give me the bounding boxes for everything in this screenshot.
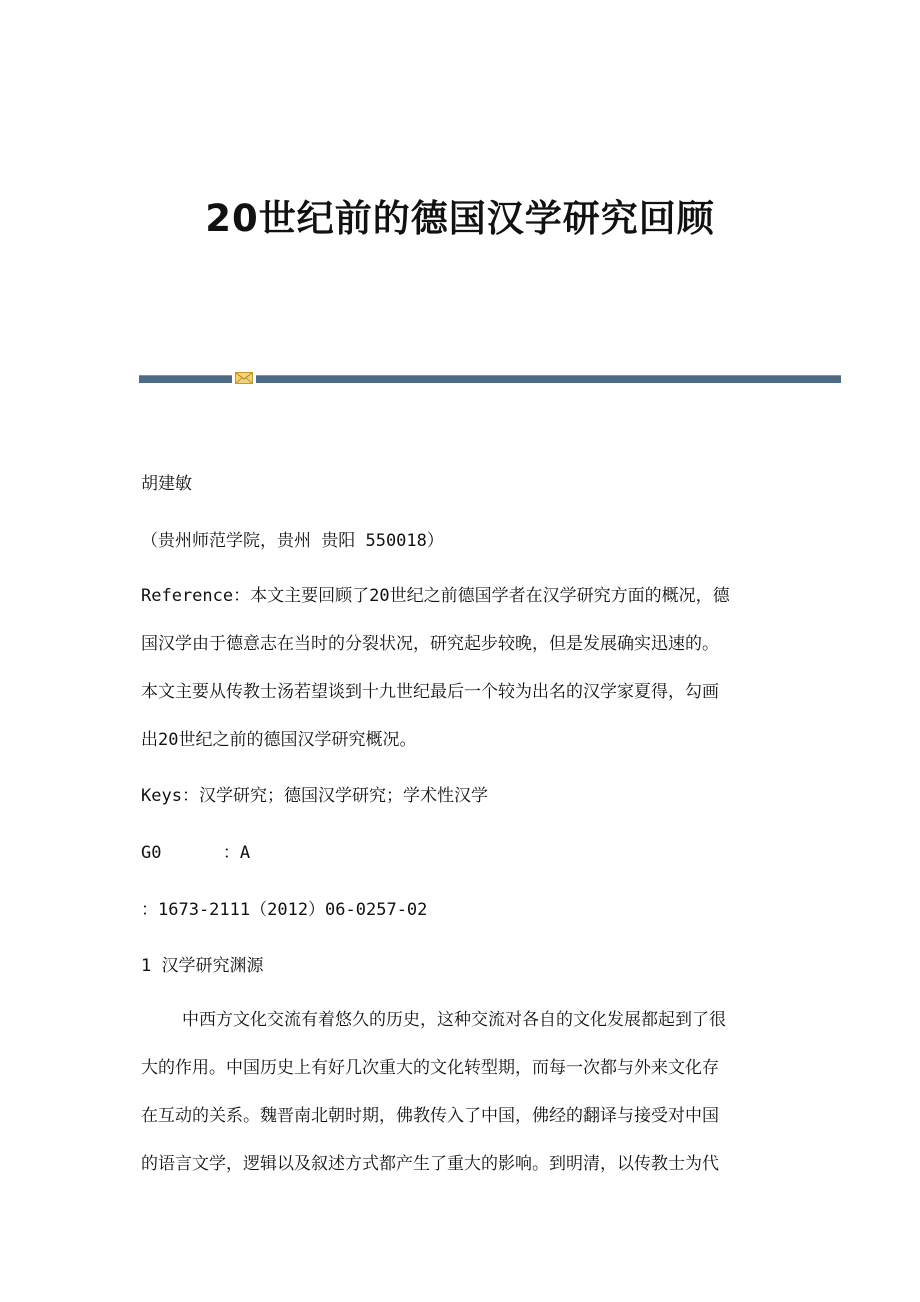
- classification-code: G0 ：A: [141, 843, 251, 863]
- abstract: [141, 584, 773, 776]
- author-affiliation: （贵州师范学院，贵州 贵阳 550018）: [141, 531, 444, 551]
- abstract-line: Reference：本文主要回顾了20世纪之前德国学者在汉学研究方面的概况，德: [141, 586, 730, 606]
- article-id: ：1673-2111（2012）06-0257-02: [141, 900, 428, 920]
- title-divider: [139, 375, 841, 383]
- divider-bar-left: [139, 375, 232, 383]
- body-line: 大的作用。中国历史上有好几次重大的文化转型期，而每一次都与外来文化存: [141, 1058, 719, 1078]
- abstract-line: 本文主要从传教士汤若望谈到十九世纪最后一个较为出名的汉学家夏得，勾画: [141, 682, 719, 702]
- divider-bar-right: [256, 375, 841, 383]
- body-line: 中西方文化交流有着悠久的历史，这种交流对各自的文化发展都起到了很: [141, 1010, 726, 1030]
- section-heading: 1 汉学研究渊源: [141, 956, 264, 976]
- abstract-line: 出20世纪之前的德国汉学研究概况。: [141, 730, 417, 750]
- keywords: Keys：汉学研究；德国汉学研究；学术性汉学: [141, 786, 488, 806]
- page-title: 20世纪前的德国汉学研究回顾: [205, 197, 715, 240]
- body-paragraph: [141, 1008, 773, 1200]
- author-name: 胡建敏: [141, 474, 192, 494]
- body-line: 的语言文学，逻辑以及叙述方式都产生了重大的影响。到明清，以传教士为代: [141, 1154, 719, 1174]
- body-line: 在互动的关系。魏晋南北朝时期，佛教传入了中国，佛经的翻译与接受对中国: [141, 1106, 719, 1126]
- envelope-icon: [235, 372, 253, 384]
- abstract-line: 国汉学由于德意志在当时的分裂状况，研究起步较晚，但是发展确实迅速的。: [141, 634, 719, 654]
